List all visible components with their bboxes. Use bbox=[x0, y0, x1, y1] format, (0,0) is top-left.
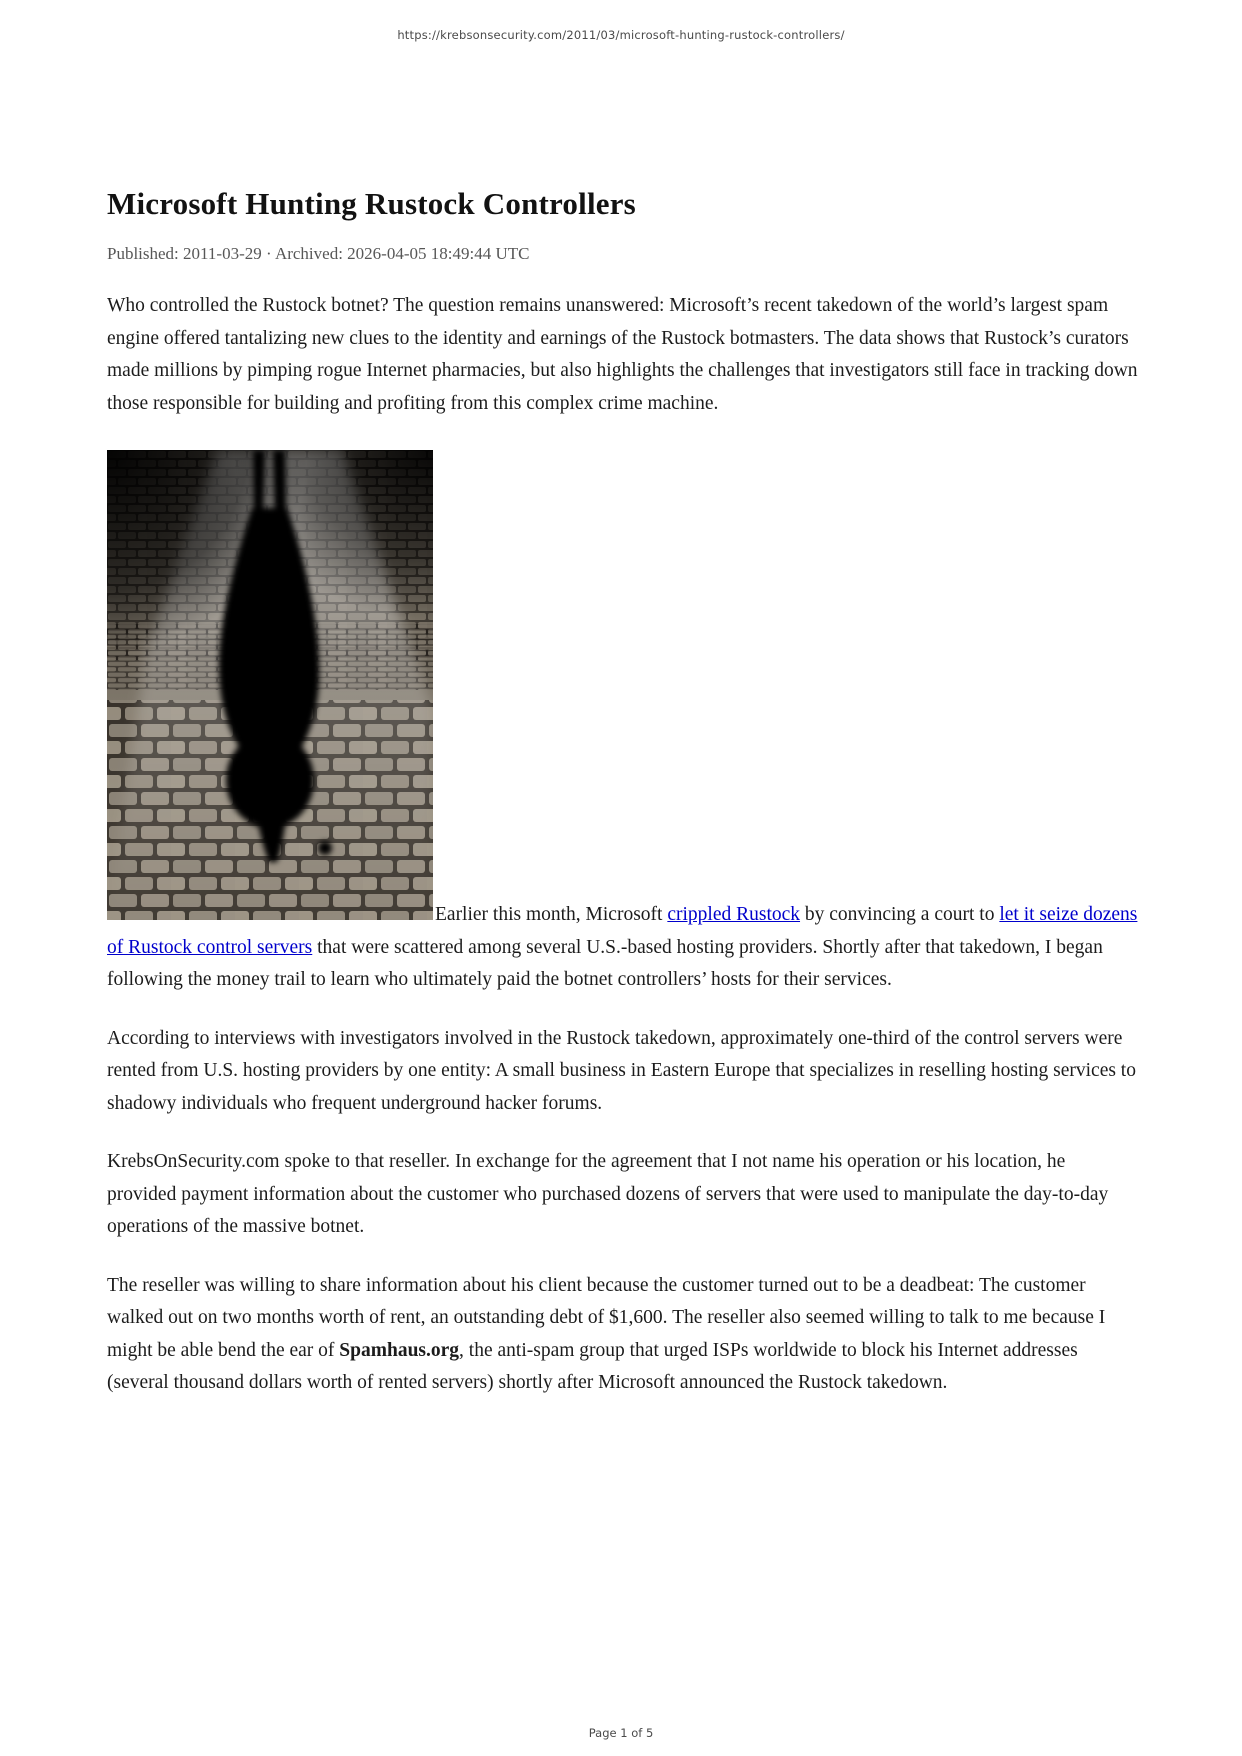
article-body bbox=[107, 186, 1139, 1400]
paragraph-text-segment: Earlier this month, Microsoft bbox=[435, 904, 668, 925]
paragraph-text-segment: The reseller was willing to share information about his client because the customer turned out to be a deadbeat: The customer walked out on two months worth of rent, an outstanding debt of $1,600. The reseller also seemed willing to talk to me because I might be able bend the ear of bbox=[107, 1274, 1106, 1361]
paragraph-intro: Who controlled the Rustock botnet? The question remains unanswered: Microsoft’s recent takedown of the world’s largest spam engine offered tantalizing new clues to the identity and earnings of the Rustock botmasters. The data shows that Rustock’s curators made millions by pimping rogue Internet pharmacies, but also highlights the challenges that investigators still face in tracking down those responsible for building and profiting from this complex crime machine. bbox=[107, 295, 1138, 414]
paragraph-reseller: KrebsOnSecurity.com spoke to that reseller. In exchange for the agreement that I not name his operation or his location, he provided payment information about the customer who purchased dozens of servers that were used to manipulate the day-to-day operations of the massive botnet. bbox=[107, 1151, 1109, 1237]
paragraph-money-trail bbox=[107, 450, 1139, 997]
page-title: Microsoft Hunting Rustock Controllers bbox=[107, 186, 636, 221]
paragraph-deadbeat bbox=[107, 1270, 1139, 1400]
spamhaus-bold-text: Spamhaus.org bbox=[339, 1339, 460, 1361]
published-archived-meta: Published: 2011-03-29 · Archived: 2026-04-05 18:49:44 UTC bbox=[107, 244, 530, 263]
paragraph-text-segment: by convincing a court to bbox=[800, 904, 1000, 925]
page-number-indicator: Page 1 of 5 bbox=[588, 1726, 654, 1740]
shadow-photo bbox=[107, 450, 433, 920]
paragraph-text-segment: that were scattered among several U.S.-based hosting providers. Shortly after that takedown, I began following the money trail to learn who ultimately paid the botnet controllers’ hosts for their services. bbox=[107, 936, 1103, 990]
paragraph-interviews: According to interviews with investigators involved in the Rustock takedown, approximately one-third of the control servers were rented from U.S. hosting providers by one entity: A small business in Eastern Europe that specializes in reselling hosting services to shadowy individuals who frequent underground hacker forums. bbox=[107, 1027, 1136, 1114]
paragraph-text-segment: , the anti-spam group that urged ISPs worldwide to block his Internet addresses (several thousand dollars worth of rented servers) shortly after Microsoft announced the Rustock takedown. bbox=[107, 1339, 1078, 1393]
source-url: https://krebsonsecurity.com/2011/03/microsoft-hunting-rustock-controllers/ bbox=[397, 28, 845, 42]
link-crippled-rustock[interactable]: crippled Rustock bbox=[667, 904, 801, 925]
link-seize-control-servers[interactable]: let it seize dozens of Rustock control servers bbox=[107, 904, 1138, 958]
